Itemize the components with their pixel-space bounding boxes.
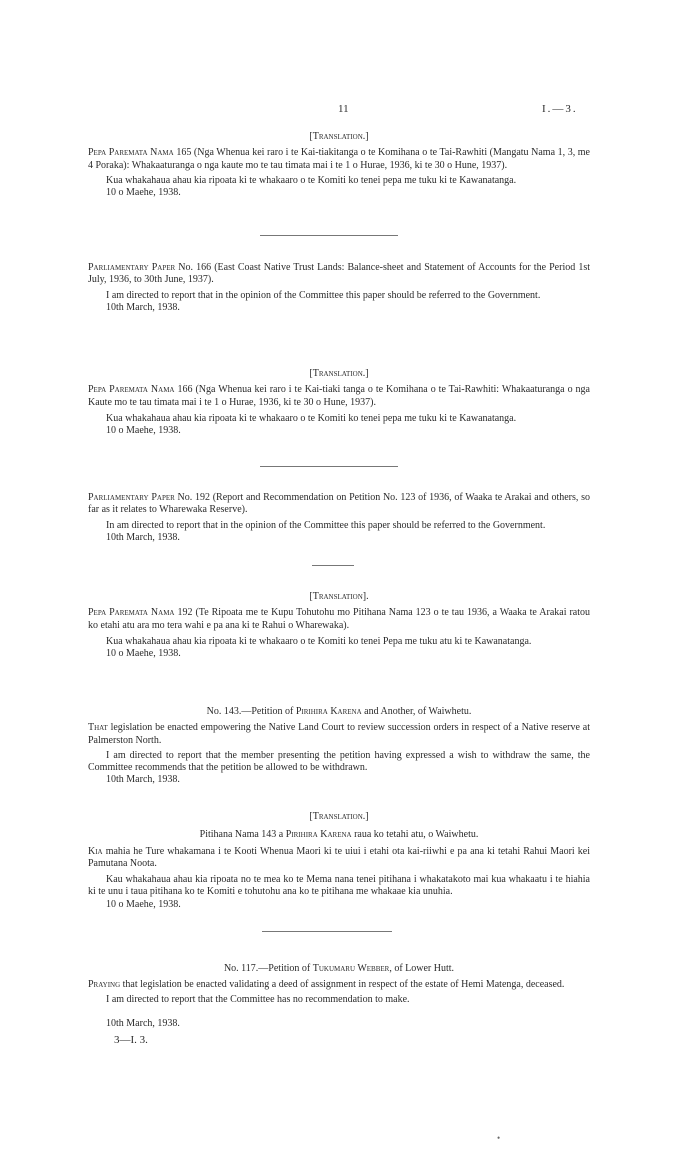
petition-title-suffix: raua ko tetahi atu, o Waiwhetu. xyxy=(354,829,479,841)
petition-prayer xyxy=(88,979,590,991)
petitioner-name: Tukumaru Webber xyxy=(312,963,390,974)
section-heading: [Translation]. xyxy=(309,591,369,602)
prayer-lead: Praying xyxy=(88,979,121,991)
paper-text: No. 166 (East Coast Native Trust Lands: Balance-sheet and Statement of Accounts for the Period 1st July, 1936, to 30th June, 1937). xyxy=(88,262,590,286)
petition-title xyxy=(88,963,590,975)
paper-text: 166 (Nga Whenua kei raro i te Kai-tiaki tanga o te Komihana o te Tai-Rawhiti: Whakaaturanga o nga Kaute mo te tau timata mai i te 1 o Hurae, 1936, ki te 30 o Hune, 1937). xyxy=(88,384,590,408)
petition-prayer xyxy=(88,722,590,747)
translation-section-165 xyxy=(88,131,590,199)
report-body: I am directed to report that the member presenting the petition having expressed a wish to withdraw the same, the Committee recommends that the petition be allowed to be withdrawn. xyxy=(88,749,590,774)
report-date: 10 o Maehe, 1938. xyxy=(106,648,181,660)
page-header xyxy=(0,103,700,117)
report-date: 10th March, 1938. xyxy=(106,1017,180,1029)
prayer-text: that legislation be enacted validating a deed of assignment in respect of the estate of Hemi Matenga, deceased. xyxy=(122,979,565,991)
report-date: 10 o Maehe, 1938. xyxy=(106,898,181,910)
petition-prayer xyxy=(88,846,590,871)
section-heading: [Translation.] xyxy=(309,368,369,379)
paper-text: 192 (Te Ripoata me te Kupu Tohutohu mo Pitihana Nama 123 o te tau 1936, a Waaka te Arakai ratou ko etahi atu ara mo tera wahi e pa ana ki te Rahui o Wharewaka). xyxy=(88,607,591,631)
paper-lead: Parliamentary Paper xyxy=(88,262,176,273)
report-date: 10th March, 1938. xyxy=(106,531,180,543)
paper-title xyxy=(88,147,590,172)
section-divider xyxy=(312,565,354,566)
paper-section-166 xyxy=(88,262,590,314)
petition-title-prefix: No. 117.—Petition of xyxy=(223,963,311,974)
section-divider xyxy=(262,931,392,932)
paper-lead: Parliamentary Paper xyxy=(88,492,175,503)
paper-text: 165 (Nga Whenua kei raro i te Kai-tiakitanga o te Komihana o te Tai-Rawhiti (Mangatu Nama 1, 3, me 4 Poraka): Whakaaturanga o nga kaute mo te tau timata mai i te 1 o Hurae, 1936, ki te 30 o Hune, 1937). xyxy=(88,147,590,171)
section-heading: [Translation.] xyxy=(309,131,369,142)
report-date: 10th March, 1938. xyxy=(106,301,180,313)
paper-title xyxy=(88,384,590,409)
report-body: Kua whakahaua ahau kia ripoata ki te whakaaro o te Komiti ko tenei Pepa me tuku atu ki te Kawanatanga. xyxy=(106,635,532,647)
petition-title xyxy=(88,706,590,718)
petition-143 xyxy=(88,706,590,787)
report-body: In am directed to report that in the opinion of the Committee this paper should be referred to the Government. xyxy=(106,519,546,531)
paper-lead: Pepa Paremata Nama xyxy=(88,607,175,619)
report-date: 10 o Maehe, 1938. xyxy=(106,187,181,199)
paper-title xyxy=(88,492,590,517)
paper-title xyxy=(88,262,590,287)
petitioner-name: Pirihira Karena xyxy=(285,829,352,841)
page-number: 11 xyxy=(338,103,349,115)
paper-lead: Pepa Paremata Nama xyxy=(88,147,174,159)
petition-title-prefix: No. 143.—Petition of xyxy=(206,706,294,717)
petition-title xyxy=(88,829,590,841)
paper-lead: Pepa Paremata Nama xyxy=(88,384,175,396)
report-date: 10 o Maehe, 1938. xyxy=(106,425,181,437)
paper-text: No. 192 (Report and Recommendation on Petition No. 123 of 1936, of Waaka te Arakai and others, so far as it relates to Wharewaka Reserve). xyxy=(88,492,591,516)
petition-title-prefix: Pitihana Nama 143 a xyxy=(199,829,284,841)
report-body: Kua whakahaua ahau kia ripoata ki te whakaaro o te Komiti ko tenei pepa me tuku ki te Kawanatanga. xyxy=(106,412,517,424)
report-body: Kua whakahaua ahau kia ripoata ki te whakaaro o te Komiti ko tenei pepa me tuku ki te Kawanatanga. xyxy=(106,174,517,186)
prayer-text: legislation be enacted empowering the Native Land Court to review succession orders in respect of a Native reserve at Palmerston North. xyxy=(88,722,590,746)
petition-title-suffix: , of Lower Hutt. xyxy=(389,963,455,974)
section-heading: [Translation.] xyxy=(309,811,369,822)
document-reference: I.—3. xyxy=(542,103,578,115)
report-body: Kau whakahaua ahau kia ripoata no te mea ko te Mema nana tenei pitihana i whakatakoto mai kua whakaatu i te hiahia ki te unu i taua pitihana ko te Komiti e tohutohu ana ko te pitihana me whakaae kia unuhia. xyxy=(88,874,590,898)
section-divider xyxy=(260,466,398,467)
prayer-text: mahia he Ture whakamana i te Kooti Whenua Maori ki te uiui i etahi ota kai-riiwhi e pa ana ki tetahi Rahui Maori kei Pamutana Noota. xyxy=(88,845,590,869)
report-body: I am directed to report that in the opinion of the Committee this paper should be referred to the Government. xyxy=(106,289,541,301)
petitioner-name: Pirihira Karena xyxy=(295,706,362,717)
petition-title-suffix: and Another, of Waiwhetu. xyxy=(364,706,472,717)
paper-section-192 xyxy=(88,492,590,544)
petition-143-translation xyxy=(88,811,590,911)
translation-section-166 xyxy=(88,368,590,437)
report-date: 10th March, 1938. xyxy=(106,774,180,786)
section-divider xyxy=(260,235,398,236)
printer-signature: 3—I. 3. xyxy=(114,1034,148,1047)
translation-section-192 xyxy=(88,591,590,660)
paper-title xyxy=(88,607,590,632)
prayer-lead: That xyxy=(88,722,108,734)
petition-117 xyxy=(88,963,590,1046)
prayer-lead: Kia xyxy=(88,845,103,857)
report-body: I am directed to report that the Committee has no recommendation to make. xyxy=(106,993,410,1005)
scan-speck: • xyxy=(497,1133,501,1143)
